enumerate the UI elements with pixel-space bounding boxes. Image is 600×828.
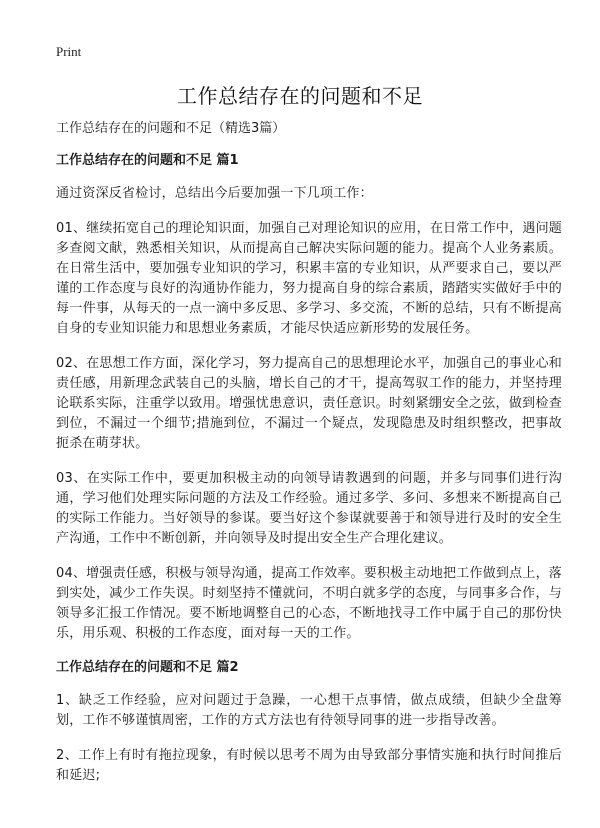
paragraph: 2、工作上有时有拖拉现象，有时候以思考不周为由导致部分事情实施和执行时间推后和延迟; (56, 748, 562, 783)
paragraph: 1、缺乏工作经验，应对问题过于急躁，一心想干点事情，做点成绩，但缺少全盘筹划，工作不够谨慎周密，工作的方式方法也有待领导同事的进一步指导改善。 (56, 693, 562, 728)
paragraph: 03、在实际工作中，要更加积极主动的向领导请教遇到的问题，并多与同事们进行沟通，学习他们处理实际问题的方法及工作经验。通过多学、多问、多想来不断提高自己的实际工作能力。当好领导的参谋。要当好这个参谋就要善于和领导进行及时的安全生产沟通，工作中不断创新，并向领导及时提出安全生产合理化建议。 (56, 471, 562, 546)
print-link[interactable]: Print (56, 44, 82, 59)
document-body (56, 120, 562, 801)
section-heading: 工作总结存在的问题和不足 篇2 (56, 660, 239, 675)
section-heading: 工作总结存在的问题和不足 篇1 (56, 153, 239, 168)
paragraph: 02、在思想工作方面，深化学习，努力提高自己的思想理论水平，加强自己的事业心和责任感，用新理念武装自己的头脑，增长自己的才干，提高驾驭工作的能力，并坚持理论联系实际，注重学以致用。增强忧患意识，责任意识。时刻紧绷安全之弦，做到检查到位，不漏过一个细节;措施到位，不漏过一个疑点，发现隐患及时组织整改，把事故扼杀在萌芽状。 (56, 356, 562, 451)
paragraph: 通过资深反省检讨，总结出今后要加强一下几项工作： (56, 186, 373, 201)
document-subtitle: 工作总结存在的问题和不足（精选3篇） (56, 121, 286, 136)
paragraph: 01、继续拓宽自己的理论知识面，加强自己对理论知识的应用，在日常工作中，遇问题多查阅文献，熟悉相关知识，从而提高自己解决实际问题的能力。提高个人业务素质。在日常生活中，要加强专业知识的学习，积累丰富的专业知识，从严要求自己，要以严谨的工作态度与良好的沟通协作能力，努力提高自身的综合素质，踏踏实实做好手中的每一件事，从每天的一点一滴中多反思、多学习、多交流，不断的总结，只有不断提高自身的专业知识能力和思想业务素质，才能尽快适应新形势的发展任务。 (56, 221, 562, 336)
page-title: 工作总结存在的问题和不足 (177, 84, 423, 108)
paragraph: 04、增强责任感，积极与领导沟通，提高工作效率。要积极主动地把工作做到点上，落到实处，减少工作失误。时刻坚持不懂就问，不明白就多学的态度，与同事多合作，与领导多汇报工作情况。要不断地调整自己的心态，不断地找寻工作中属于自己的那份快乐，用乐观、积极的工作态度，面对每一天的工作。 (56, 566, 562, 641)
